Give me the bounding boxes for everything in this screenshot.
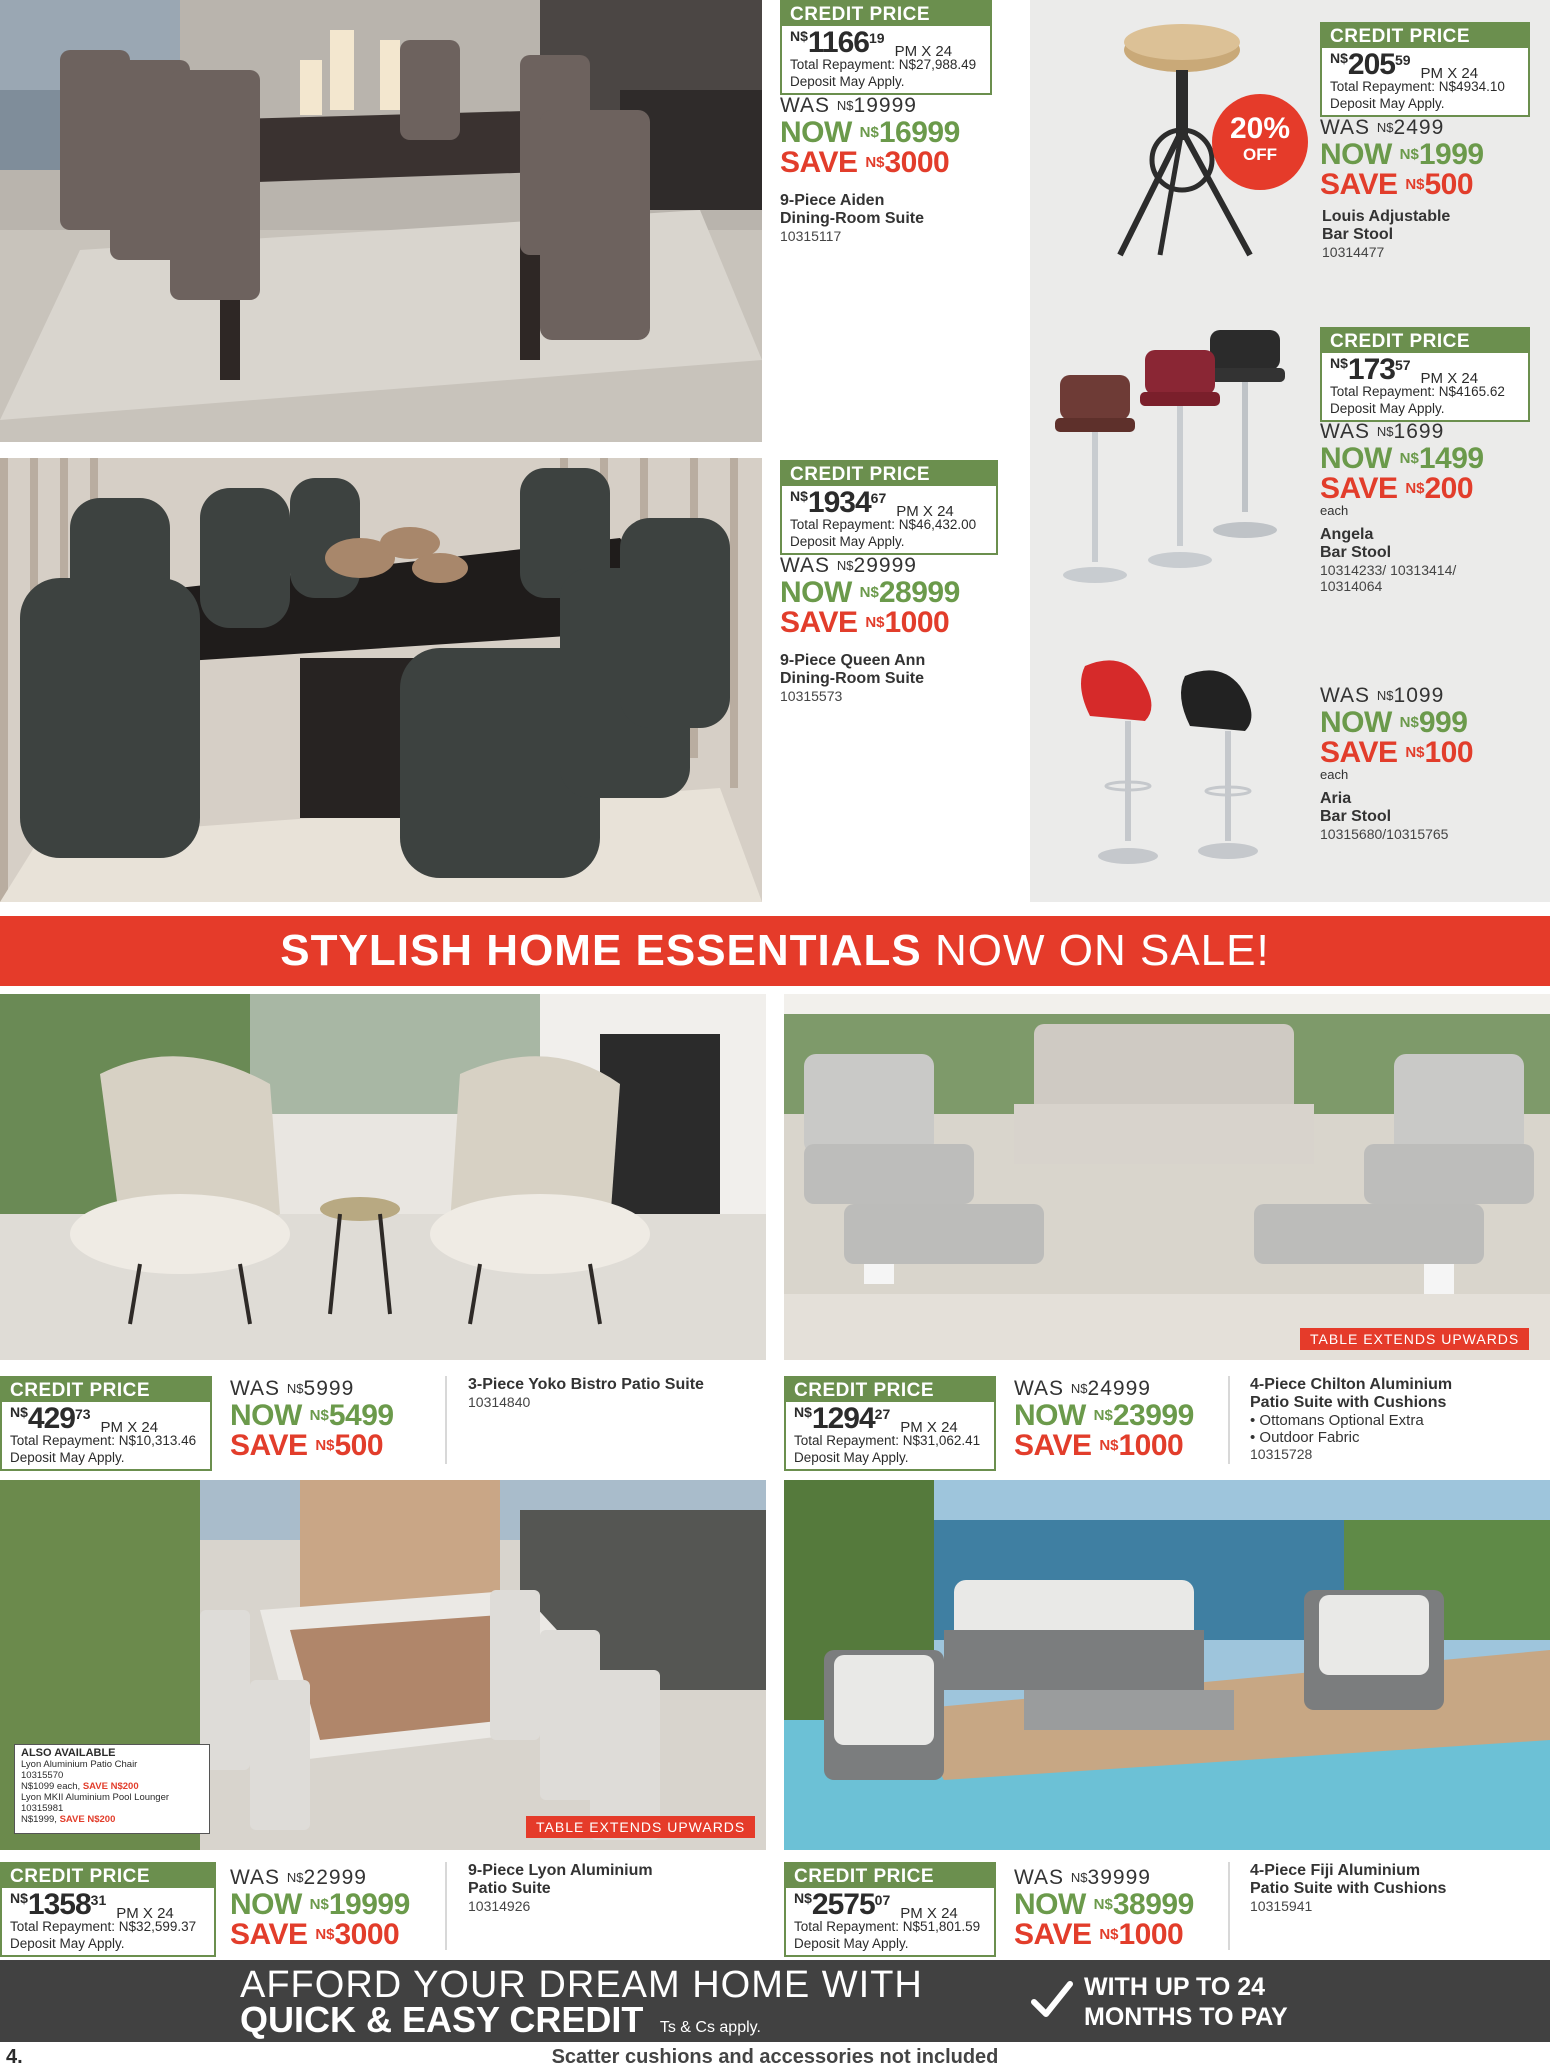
divider bbox=[1228, 1862, 1230, 1950]
table-extends-tag: TABLE EXTENDS UPWARDS bbox=[1300, 1328, 1529, 1350]
credit-footer bbox=[0, 1960, 1550, 2042]
credit-deposit: Deposit May Apply. bbox=[790, 74, 905, 89]
discount-badge: 20% OFF bbox=[1212, 94, 1308, 190]
chilton-credit-box: CREDIT PRICE N$129427PM X 24 Total Repayment: N$31,062.41 Deposit May Apply. bbox=[784, 1376, 996, 1471]
queen-ann-dining-photo bbox=[0, 458, 762, 902]
aiden-dining-photo bbox=[0, 0, 762, 442]
product-code: 10315117 bbox=[780, 228, 842, 244]
aiden-credit-box bbox=[780, 0, 992, 95]
footer-subline: QUICK & EASY CREDIT Ts & Cs apply. bbox=[240, 1999, 761, 2040]
page-number: 4. bbox=[6, 2046, 23, 2068]
queen-ann-credit-box: CREDIT PRICE N$193467PM X 24 Total Repayment: N$46,432.00 Deposit May Apply. bbox=[780, 460, 998, 555]
credit-deposit: Deposit May Apply. bbox=[790, 534, 905, 549]
divider bbox=[1228, 1376, 1230, 1464]
yoko-patio-photo bbox=[0, 994, 766, 1360]
also-available-box: ALSO AVAILABLE Lyon Aluminium Patio Chair 10315570 N$1099 each, SAVE N$200 Lyon MKII Aluminium Pool Lounger 10315981 N$1999, SAVE N$200 bbox=[14, 1744, 210, 1834]
aiden-prices bbox=[780, 94, 960, 178]
sale-banner: STYLISH HOME ESSENTIALS NOW ON SALE! bbox=[0, 916, 1550, 986]
credit-total: Total Repayment: N$46,432.00 bbox=[790, 517, 977, 532]
was-price: WAS $^{N\$}$19999 bbox=[780, 94, 917, 117]
angela-stool-photo bbox=[1050, 330, 1300, 590]
angela-credit-box: CREDIT PRICE N$17357PM X 24 Total Repayment: N$4165.62 Deposit May Apply. bbox=[1320, 327, 1530, 422]
credit-currency: N$ bbox=[790, 28, 808, 44]
angela-name: Angela Bar Stool 10314233/ 10313414/ 10314064 bbox=[1320, 526, 1457, 594]
lyon-prices: WAS $^{N\$}$22999 NOW $^{N\$}$19999 SAVE $^{N\$}$3000 bbox=[230, 1866, 410, 1951]
lyon-name: 9-Piece Lyon Aluminium Patio Suite 10314926 bbox=[468, 1862, 653, 1914]
footer-months: WITH UP TO 24 MONTHS TO PAY bbox=[1084, 1973, 1288, 2031]
credit-total: Total Repayment: N$27,988.49 bbox=[790, 57, 977, 72]
now-price: NOW $^{N\$}$16999 bbox=[780, 116, 960, 149]
louis-credit-box: CREDIT PRICE N$20559PM X 24 Total Repayment: N$4934.10 Deposit May Apply. bbox=[1320, 22, 1530, 117]
table-extends-tag: TABLE EXTENDS UPWARDS bbox=[526, 1816, 755, 1838]
lyon-credit-box: CREDIT PRICE N$135831PM X 24 Total Repayment: N$32,599.37 Deposit May Apply. bbox=[0, 1862, 216, 1957]
angela-prices: WAS $^{N\$}$1699 NOW $^{N\$}$1499 SAVE $^{N\$}$200 each bbox=[1320, 420, 1484, 518]
louis-name: Louis Adjustable Bar Stool 10314477 bbox=[1322, 208, 1451, 260]
credit-header: CREDIT PRICE bbox=[782, 462, 996, 486]
footer-headline: AFFORD YOUR DREAM HOME WITH bbox=[240, 1964, 923, 2006]
yoko-prices: WAS $^{N\$}$5999 NOW $^{N\$}$5499 SAVE $^{N\$}$500 bbox=[230, 1377, 394, 1462]
fiji-name: 4-Piece Fiji Aluminium Patio Suite with Cushions 10315941 bbox=[1250, 1862, 1447, 1914]
credit-header: CREDIT PRICE bbox=[782, 2, 990, 26]
louis-prices: WAS $^{N\$}$2499 NOW $^{N\$}$1999 SAVE $^{N\$}$500 bbox=[1320, 116, 1484, 201]
yoko-name: 3-Piece Yoko Bistro Patio Suite 10314840 bbox=[468, 1376, 704, 1410]
fiji-credit-box: CREDIT PRICE N$257507PM X 24 Total Repayment: N$51,801.59 Deposit May Apply. bbox=[784, 1862, 996, 1957]
yoko-credit-box: CREDIT PRICE N$42973PM X 24 Total Repayment: N$10,313.46 Deposit May Apply. bbox=[0, 1376, 212, 1471]
chilton-prices: WAS $^{N\$}$24999 NOW $^{N\$}$23999 SAVE $^{N\$}$1000 bbox=[1014, 1377, 1194, 1462]
queen-ann-name: 9-Piece Queen Ann Dining-Room Suite 10315573 bbox=[780, 652, 926, 704]
aria-prices: WAS $^{N\$}$1099 NOW $^{N\$}$999 SAVE $^{N\$}$100 each bbox=[1320, 684, 1474, 782]
chilton-patio-photo bbox=[784, 994, 1550, 1360]
disclaimer: Scatter cushions and accessories not included bbox=[551, 2046, 999, 2068]
aiden-name: 9-Piece Aiden Dining-Room Suite 10315117 bbox=[780, 192, 924, 244]
divider bbox=[445, 1862, 447, 1950]
aria-name: Aria Bar Stool 10315680/10315765 bbox=[1320, 790, 1449, 842]
divider bbox=[445, 1376, 447, 1464]
aria-stool-photo bbox=[1080, 656, 1280, 876]
credit-amount: 1166 bbox=[807, 26, 869, 59]
check-icon bbox=[1030, 1978, 1074, 2022]
chilton-name: 4-Piece Chilton Aluminium Patio Suite with Cushions • Ottomans Optional Extra • Outdoor Fabric 10315728 bbox=[1250, 1376, 1453, 1462]
queen-ann-prices: WAS $^{N\$}$29999 NOW $^{N\$}$28999 SAVE $^{N\$}$1000 bbox=[780, 554, 960, 639]
credit-term: PM X 24 bbox=[894, 43, 953, 60]
fiji-patio-photo bbox=[784, 1480, 1550, 1850]
credit-cents: 19 bbox=[869, 30, 885, 46]
save-amount: SAVE $^{N\$}$3000 bbox=[780, 146, 950, 179]
fiji-prices: WAS $^{N\$}$39999 NOW $^{N\$}$38999 SAVE $^{N\$}$1000 bbox=[1014, 1866, 1194, 1951]
